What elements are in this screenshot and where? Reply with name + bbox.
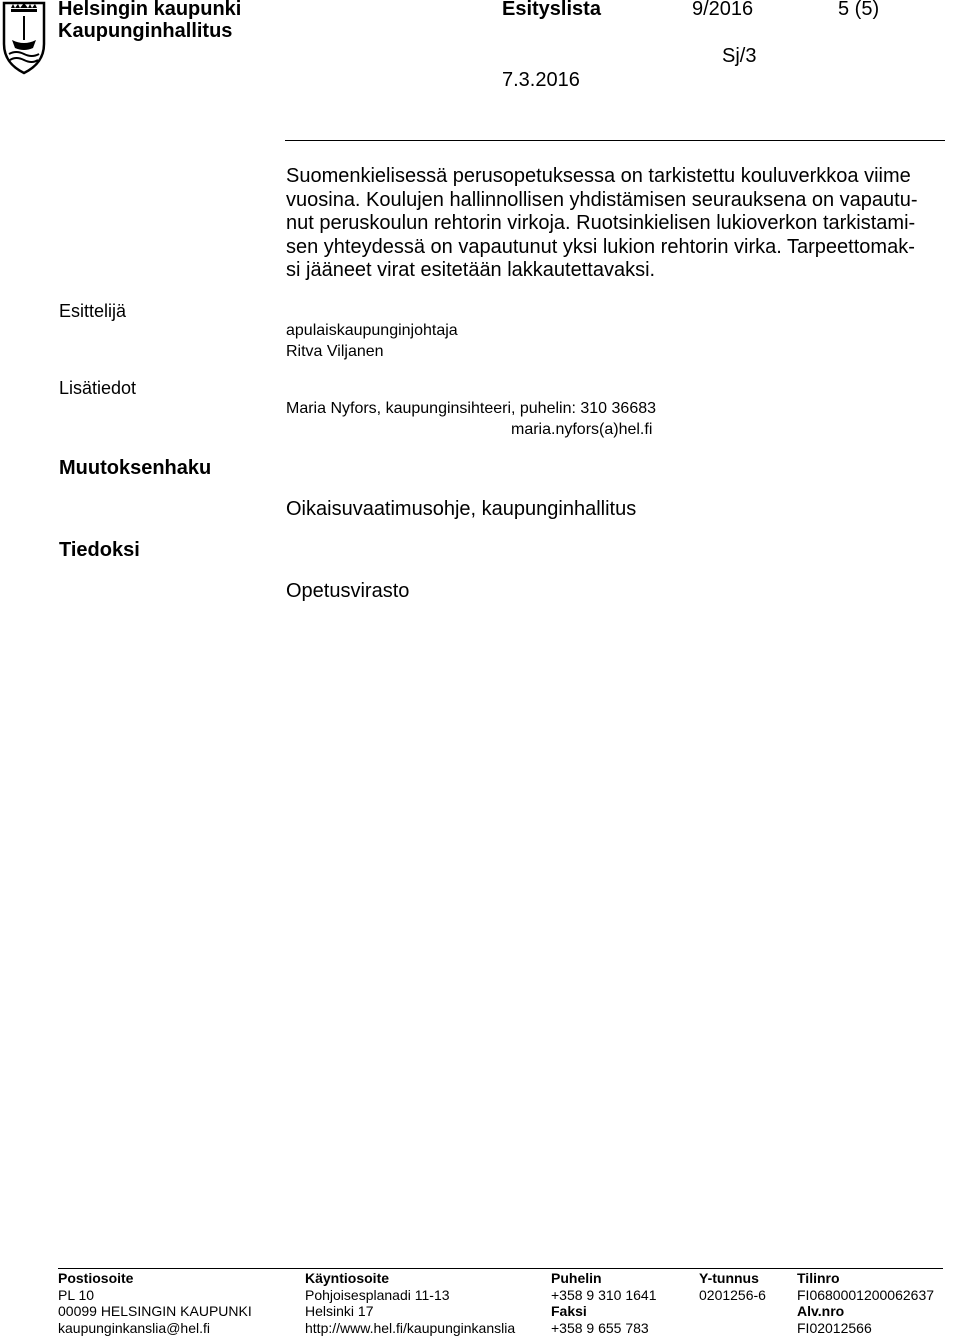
footer-col-postal	[58, 1270, 252, 1336]
footer-heading: Postiosoite	[58, 1270, 134, 1286]
footer-line: http://www.hel.fi/kaupunginkanslia	[305, 1319, 516, 1336]
paragraph-line: vuosina. Koulujen hallinnollisen yhdistämisen seurauksena on vapautu-	[286, 188, 918, 211]
info-contact: Maria Nyfors, kaupunginsihteeri, puhelin: 310 36683	[286, 400, 657, 417]
footer-line: Pohjoisesplanadi 11-13	[305, 1286, 450, 1303]
appeal-label: Muutoksenhaku	[59, 457, 212, 479]
meeting-date: 7.3.2016	[502, 69, 580, 91]
footer-col-business-id	[699, 1270, 766, 1303]
footer-subheading: Faksi	[551, 1303, 587, 1319]
footer-line: Helsinki 17	[305, 1303, 374, 1319]
paragraph-line: sen yhteydessä on vapautunut yksi lukion rehtorin virka. Tarpeettomak-	[286, 235, 915, 258]
appeal-value: Oikaisuvaatimusohje, kaupunginhallitus	[286, 498, 637, 520]
agenda-item: Sj/3	[722, 45, 757, 67]
info-email: maria.nyfors(a)hel.fi	[511, 421, 653, 438]
footer-line: 0201256-6	[699, 1286, 766, 1303]
paragraph-line: si jääneet virat esitetään lakkautettavaksi.	[286, 259, 656, 281]
footer-heading: Tilinro	[797, 1270, 840, 1286]
info-label: Lisätiedot	[59, 378, 137, 398]
footer-col-phone	[551, 1270, 657, 1336]
footer-line: +358 9 310 1641	[551, 1286, 657, 1303]
meeting-number: 9/2016	[692, 0, 754, 20]
footer-line: +358 9 655 783	[551, 1319, 649, 1336]
paragraph-line: Suomenkielisessä perusopetuksessa on tarkistettu kouluverkkoa viime	[286, 165, 911, 187]
footer-col-visit	[305, 1270, 515, 1336]
document-type: Esityslista	[502, 0, 601, 20]
footer-subheading: Alv.nro	[797, 1303, 845, 1319]
notify-value: Opetusvirasto	[286, 580, 410, 602]
city-name: Helsingin kaupunki	[58, 0, 242, 20]
helsinki-coat-of-arms-logo	[1, 0, 47, 76]
footer-line: PL 10	[58, 1286, 95, 1303]
council-name: Kaupunginhallitus	[58, 20, 233, 42]
presenter-label: Esittelijä	[59, 301, 127, 321]
paragraph-line: nut peruskoulun rehtorin virkoja. Ruotsinkielisen lukioverkon tarkistami-	[286, 212, 916, 234]
presenter-name: Ritva Viljanen	[286, 343, 384, 360]
footer-heading: Puhelin	[551, 1270, 602, 1286]
header-rule	[285, 140, 945, 141]
footer-line: FI02012566	[797, 1319, 872, 1336]
footer-line: 00099 HELSINGIN KAUPUNKI	[58, 1303, 252, 1319]
notify-label: Tiedoksi	[59, 539, 140, 561]
footer-rule	[58, 1268, 943, 1269]
footer-heading: Käyntiosoite	[305, 1270, 390, 1286]
proposal-paragraph	[286, 165, 918, 283]
footer-col-account	[797, 1270, 934, 1336]
footer-line: FI0680001200062637	[797, 1286, 935, 1303]
page-number: 5 (5)	[838, 0, 880, 20]
footer-heading: Y-tunnus	[699, 1270, 759, 1286]
presenter-title: apulaiskaupunginjohtaja	[286, 322, 458, 339]
footer-line: kaupunginkanslia@hel.fi	[58, 1319, 210, 1336]
